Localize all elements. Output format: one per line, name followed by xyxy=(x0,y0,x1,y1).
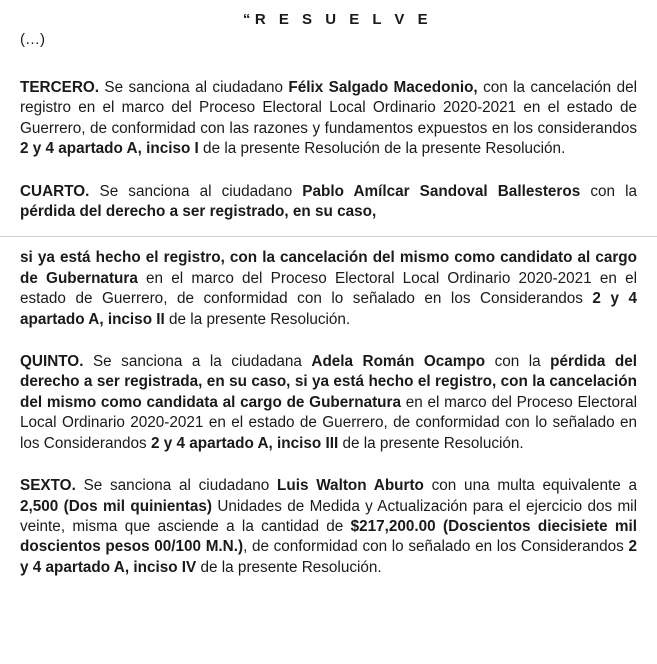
paragraph-text: de la presente Resolución. xyxy=(338,434,524,452)
paragraph-text: de la presente Resolución. xyxy=(196,558,382,576)
paragraph-cuarto-part-1 xyxy=(20,182,637,223)
paragraph-text: en el marco del Proceso Electoral Local Ordinario 2020-2021 en el estado de Guerrero, de conformidad con lo señalado en los Considerandos xyxy=(20,269,637,308)
paragraph-text: Unidades de Medida y Actualización para el ejercicio dos mil veinte, misma que asciende a la cantidad de xyxy=(20,497,637,535)
person-name: Félix Salgado Macedonio, xyxy=(288,79,478,96)
person-name: Pablo Amílcar Sandoval Ballesteros xyxy=(302,182,581,200)
paragraph-text: Se sanciona al ciudadano xyxy=(99,79,289,96)
paragraph-text: con la xyxy=(580,182,637,200)
paragraph-text: con la cancelación del registro en el marco del Proceso Electoral Local Ordinario 2020-2021 en el estado de Guerrero, de conformidad con las razones y fundamentos expuestos en los considerandos xyxy=(20,79,637,137)
legal-reference: 2 y 4 apartado A, inciso IV xyxy=(20,538,637,576)
paragraph-sexto xyxy=(20,476,637,578)
paragraph-text: , de conformidad con lo señalado en los Considerandos xyxy=(243,538,629,556)
paragraph-label: TERCERO. xyxy=(20,79,100,96)
paragraph-tercero xyxy=(20,78,637,160)
paragraph-cuarto-part-2 xyxy=(20,248,637,330)
paragraph-quinto xyxy=(20,352,637,454)
paragraph-text: Se sanciona a la ciudadana xyxy=(83,353,312,371)
paragraph-label: SEXTO. xyxy=(20,477,76,495)
sanction-text: pérdida del derecho a ser registrada, en su caso, si ya está hecho el registro, con la cancelación del mismo como candidata al cargo de Gubernatura xyxy=(20,353,638,411)
paragraph-label: QUINTO. xyxy=(20,353,84,371)
fine-units: 2,500 (Dos mil quinientas) xyxy=(20,497,212,515)
omitted-text-marker: (…) xyxy=(20,31,45,48)
paragraph-text: con una multa equivalente a xyxy=(423,477,637,495)
sanction-text: si ya está hecho el registro, con la cancelación del mismo como candidato al cargo de Gubernatura xyxy=(20,249,637,287)
legal-reference: 2 y 4 apartado A, inciso III xyxy=(150,434,339,452)
paragraph-text: con la xyxy=(485,353,551,371)
person-name: Adela Román Ocampo xyxy=(311,353,486,371)
paragraph-text: de la presente Resolución. xyxy=(164,310,351,328)
sanction-text: pérdida del derecho a ser registrado, en su caso, xyxy=(20,203,377,221)
resolution-heading: “R E S U E L V E xyxy=(242,11,433,28)
legal-reference: 2 y 4 apartado A, inciso I xyxy=(20,140,199,158)
legal-reference: 2 y 4 apartado A, inciso II xyxy=(20,290,637,328)
fine-amount: $217,200.00 (Doscientos diecisiete mil doscientos pesos 00/100 M.N.) xyxy=(20,517,637,556)
paragraph-label: CUARTO. xyxy=(20,182,90,200)
person-name: Luis Walton Aburto xyxy=(277,477,424,495)
paragraph-text: de la presente Resolución de la presente Resolución. xyxy=(198,140,566,158)
paragraph-text: Se sanciona al ciudadano xyxy=(89,182,303,200)
paragraph-text: en el marco del Proceso Electoral Local Ordinario 2020-2021 en el estado de Guerrero, de conformidad con lo señalado en los Considerandos xyxy=(20,393,637,452)
paragraph-text: Se sanciona al ciudadano xyxy=(75,477,277,495)
